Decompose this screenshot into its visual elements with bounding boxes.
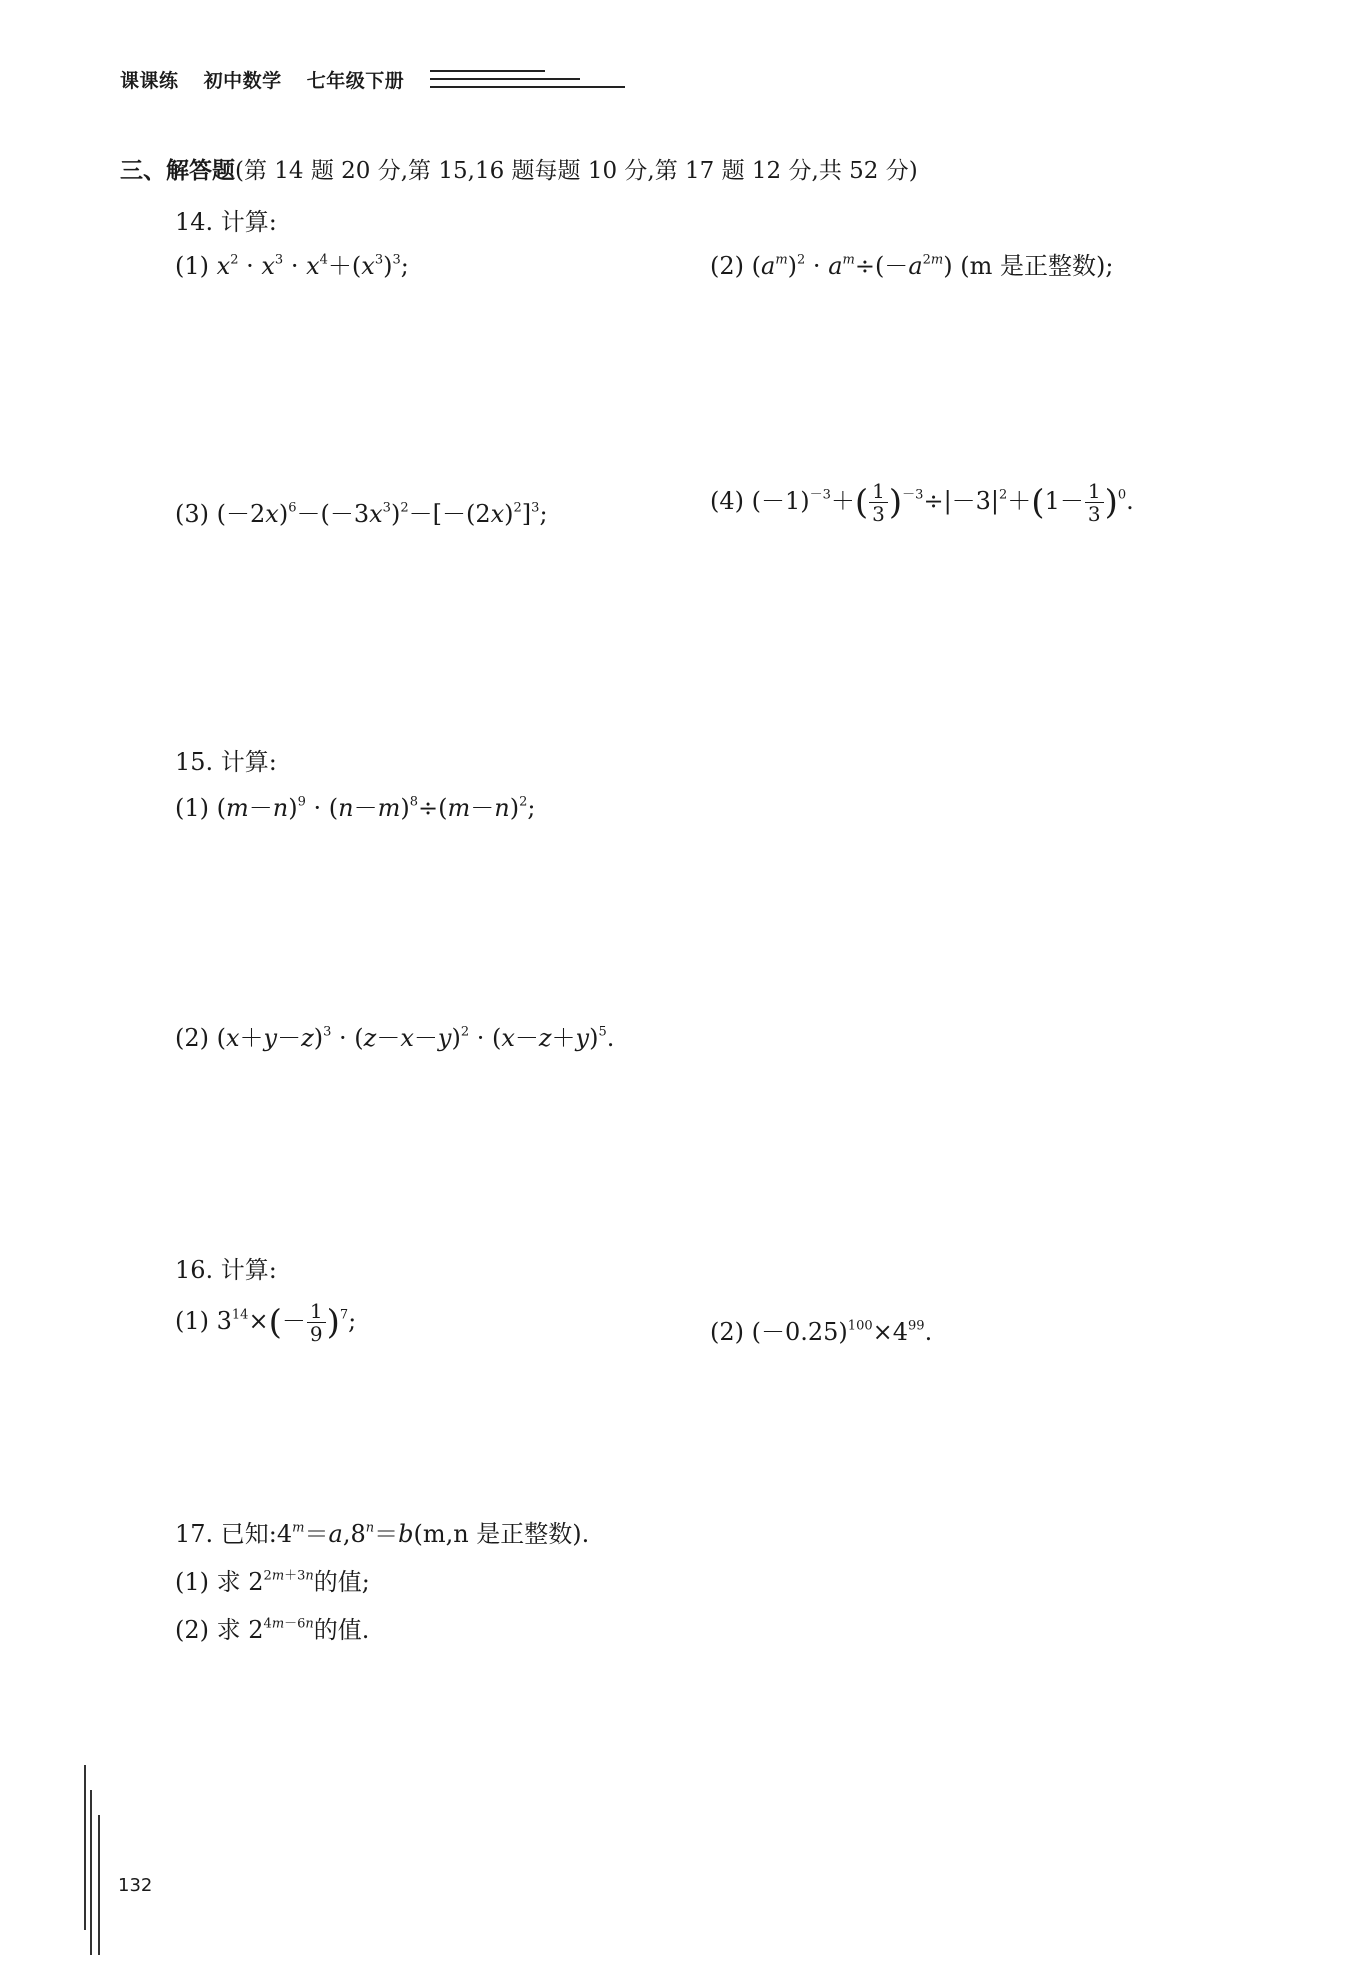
- q16-p2-label: (2): [710, 1318, 744, 1346]
- q15-part1: (1) $(m-n)^9 \cdot (n-m)^8\div(m-n)^2$;: [175, 794, 536, 822]
- q17-stem: 17. 已知$:4^m=a,8^n=b(m,n$ 是正整数).: [175, 1520, 590, 1548]
- q14-p4-label: (4): [710, 487, 744, 515]
- q16-stem: 16. 计算:: [175, 1256, 277, 1284]
- header-rule-2: [430, 78, 580, 80]
- section-heading: [120, 152, 918, 185]
- fraction-one-ninth: $\frac{1}{9}$: [307, 1300, 326, 1345]
- q15-p2-label: (2): [175, 1024, 209, 1052]
- q14-part3: (3) $(-2x)^6-(-3x^3)^2-[-(2x)^2]^3$;: [175, 500, 548, 528]
- q14-p1-label: (1): [175, 252, 209, 280]
- running-header: [120, 66, 422, 93]
- header-rule-3: [430, 86, 625, 88]
- q14-p3-label: (3): [175, 500, 209, 528]
- q16-part1: (1) $3^{14}\times(-$ $\frac{1}{9}$ )$^7$;: [175, 1299, 357, 1346]
- fraction-one-third-b: $\frac{1}{3}$: [1085, 480, 1104, 525]
- q17-stem-prefix: 17. 已知:: [175, 1520, 277, 1548]
- fraction-one-third: $\frac{1}{3}$: [869, 480, 888, 525]
- q15-p1-label: (1): [175, 794, 209, 822]
- margin-bar-1: [84, 1765, 86, 1930]
- page-number: 132: [118, 1875, 153, 1896]
- section-title: 三、解答题: [120, 158, 235, 184]
- q14-part2: (2) $(a^m)^2 \cdot a^m\div(-a^{2m})$ (m 是正整数);: [710, 252, 1114, 280]
- book-title: 课课练: [120, 70, 179, 92]
- q16-p1-label: (1): [175, 1307, 209, 1335]
- q17-p1-suffix: 的值;: [313, 1568, 370, 1596]
- subject-title: 初中数学: [203, 70, 282, 92]
- q14-part4: (4) $(-1)^{-3}+$( $\frac{1}{3}$ )$^{-3}\div|-3|^2+(1-$ $\frac{1}{3}$ )$^0$.: [710, 479, 1134, 526]
- q17-p1-label: (1) 求: [175, 1568, 241, 1596]
- q17-stem-suffix: (m,n 是正整数).: [413, 1520, 590, 1548]
- q14-stem: 14. 计算:: [175, 208, 277, 236]
- q17-part2: (2) 求 $2^{4m-6n}$的值.: [175, 1616, 370, 1644]
- q15-stem: 15. 计算:: [175, 748, 277, 776]
- section-points: (第 14 题 20 分,第 15,16 题每题 10 分,第 17 题 12 分,共 52 分): [235, 158, 918, 184]
- grade-title: 七年级下册: [306, 70, 405, 92]
- margin-bar-3: [98, 1815, 100, 1955]
- q14-p2-note: (m 是正整数);: [960, 252, 1114, 280]
- q17-p2-label: (2) 求: [175, 1616, 241, 1644]
- q17-part1: (1) 求 $2^{2m+3n}$的值;: [175, 1568, 370, 1596]
- q15-part2: (2) $(x+y-z)^3 \cdot (z-x-y)^2 \cdot (x-z+y)^5$.: [175, 1024, 615, 1052]
- q14-p2-label: (2): [710, 252, 744, 280]
- q16-part2: (2) $(-0.25)^{100}\times 4^{99}$.: [710, 1318, 933, 1346]
- q17-p2-suffix: 的值.: [313, 1616, 370, 1644]
- header-rule-1: [430, 70, 545, 72]
- margin-bar-2: [90, 1790, 92, 1955]
- q14-part1: (1) $x^2 \cdot x^3 \cdot x^4+(x^3)^3$;: [175, 252, 409, 280]
